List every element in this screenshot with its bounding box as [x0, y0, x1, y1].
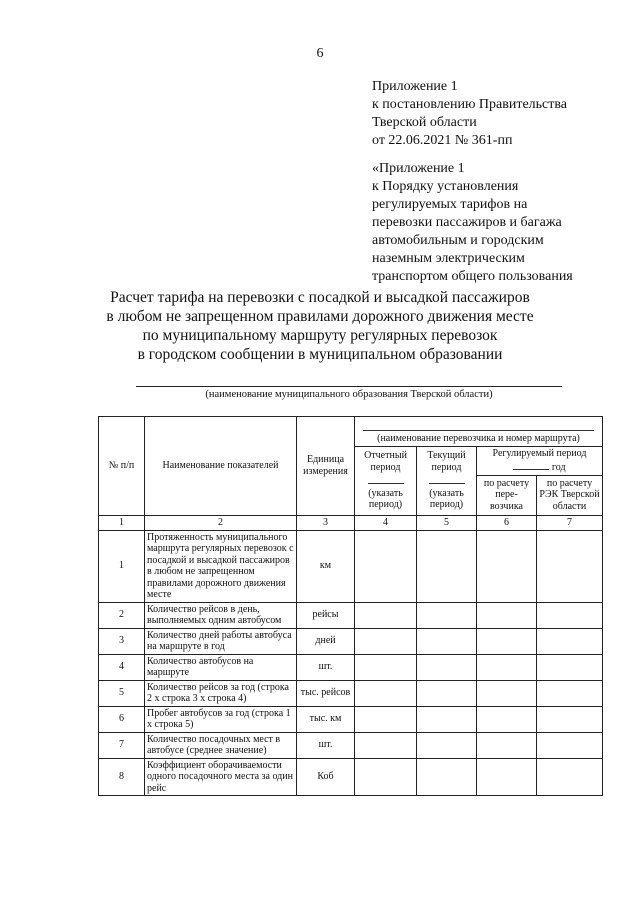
- page-number: 6: [316, 46, 324, 61]
- row-indicator: Пробег автобусов за год (строка 1 х строка 5): [145, 706, 297, 732]
- row-indicator: Протяженность муниципального маршрута регулярных перевозок с посадкой и высадкой пассажиров в любом не запрещенном правилами дорожного движения месте: [145, 530, 297, 602]
- table-row: [99, 732, 603, 758]
- title-line: по муниципальному маршруту регулярных перевозок: [142, 327, 498, 344]
- table-row: [99, 758, 603, 796]
- appendix-line: транспортом общего пользования: [372, 269, 573, 284]
- row-indicator: Коэффициент оборачиваемости одного посадочного места за один рейс: [145, 758, 297, 796]
- row-indicator: Количество дней работы автобуса на маршруте в год: [145, 628, 297, 654]
- row-num: 6: [99, 706, 145, 732]
- appendix-line: регулируемых тарифов на: [372, 197, 528, 212]
- header-reported-period: [355, 446, 417, 515]
- table-row: [99, 602, 603, 628]
- current-note: (указать период): [429, 487, 464, 511]
- title-line: в городском сообщении в муниципальном образовании: [137, 346, 503, 363]
- document-title: [0, 288, 640, 364]
- reported-blank-line: [368, 473, 404, 484]
- column-number: 6: [477, 515, 537, 530]
- municipality-blank-line: [136, 386, 562, 387]
- header-current-period: [417, 446, 477, 515]
- row-unit: дней: [297, 628, 355, 654]
- regulated-year: год: [551, 462, 566, 473]
- header-unit: Единица измерения: [297, 417, 355, 516]
- column-number: 3: [297, 515, 355, 530]
- header-indicator-name: Наименование показателей: [145, 417, 297, 516]
- carrier-cell: [355, 429, 603, 446]
- inner-appendix-reference: [372, 160, 573, 286]
- row-num: 5: [99, 680, 145, 706]
- row-num: 2: [99, 602, 145, 628]
- row-unit: шт.: [297, 654, 355, 680]
- row-unit: тыс. км: [297, 706, 355, 732]
- column-number: 1: [99, 515, 145, 530]
- appendix-line: от 22.06.2021 № 361-пп: [372, 133, 513, 148]
- column-number: 5: [417, 515, 477, 530]
- appendix-line: перевозки пассажиров и багажа: [372, 215, 562, 230]
- row-num: 3: [99, 628, 145, 654]
- current-label: Текущий период: [427, 450, 466, 473]
- appendix-line: Приложение 1: [372, 79, 458, 94]
- appendix-line: к Порядку установления: [372, 179, 519, 194]
- appendix-line: «Приложение 1: [372, 161, 465, 176]
- row-unit: Коб: [297, 758, 355, 796]
- tariff-table: [98, 416, 603, 796]
- table-row: [99, 530, 603, 602]
- column-number: 7: [537, 515, 603, 530]
- appendix-line: автомобильным и городским: [372, 233, 544, 248]
- row-unit: шт.: [297, 732, 355, 758]
- header-regulated-period: [477, 446, 603, 475]
- row-indicator: Количество рейсов в день, выполняемых одним автобусом: [145, 602, 297, 628]
- appendix-reference: [372, 78, 567, 150]
- column-number: 4: [355, 515, 417, 530]
- row-num: 1: [99, 530, 145, 602]
- carrier-blank: [355, 417, 603, 430]
- carrier-blank-line: [363, 430, 594, 431]
- table-row: [99, 706, 603, 732]
- reported-label: Отчетный период: [364, 450, 407, 473]
- row-num: 4: [99, 654, 145, 680]
- appendix-line: к постановлению Правительства: [372, 97, 568, 112]
- row-unit: рейсы: [297, 602, 355, 628]
- table-row: [99, 628, 603, 654]
- title-line: в любом не запрещенном правилами дорожного движения месте: [106, 308, 534, 325]
- row-indicator: Количество рейсов за год (строка 2 х строка 3 х строка 4): [145, 680, 297, 706]
- header-carrier: (наименование перевозчика и номер маршрута): [377, 433, 580, 444]
- table-row: [99, 654, 603, 680]
- title-line: Расчет тарифа на перевозки с посадкой и высадкой пассажиров: [110, 289, 530, 306]
- table-row: [99, 680, 603, 706]
- appendix-line: наземным электрическим: [372, 251, 525, 266]
- current-blank-line: [429, 473, 465, 484]
- regulated-label: Регулируемый период: [492, 447, 587, 459]
- row-unit: тыс. рейсов: [297, 680, 355, 706]
- municipality-caption: (наименование муниципального образования Тверской области): [205, 389, 493, 400]
- row-indicator: Количество автобусов на маршруте: [145, 654, 297, 680]
- reported-note: (указать период): [368, 487, 403, 511]
- regulated-blank-line: [513, 459, 549, 470]
- header-num: № п/п: [99, 417, 145, 516]
- row-num: 7: [99, 732, 145, 758]
- row-unit: км: [297, 530, 355, 602]
- row-indicator: Количество посадочных мест в автобусе (среднее значение): [145, 732, 297, 758]
- column-number: 2: [145, 515, 297, 530]
- row-num: 8: [99, 758, 145, 796]
- appendix-line: Тверской области: [372, 115, 477, 130]
- header-by-carrier: по расчету пере-возчика: [477, 475, 537, 515]
- header-by-rek: по расчету РЭК Тверской области: [537, 475, 603, 515]
